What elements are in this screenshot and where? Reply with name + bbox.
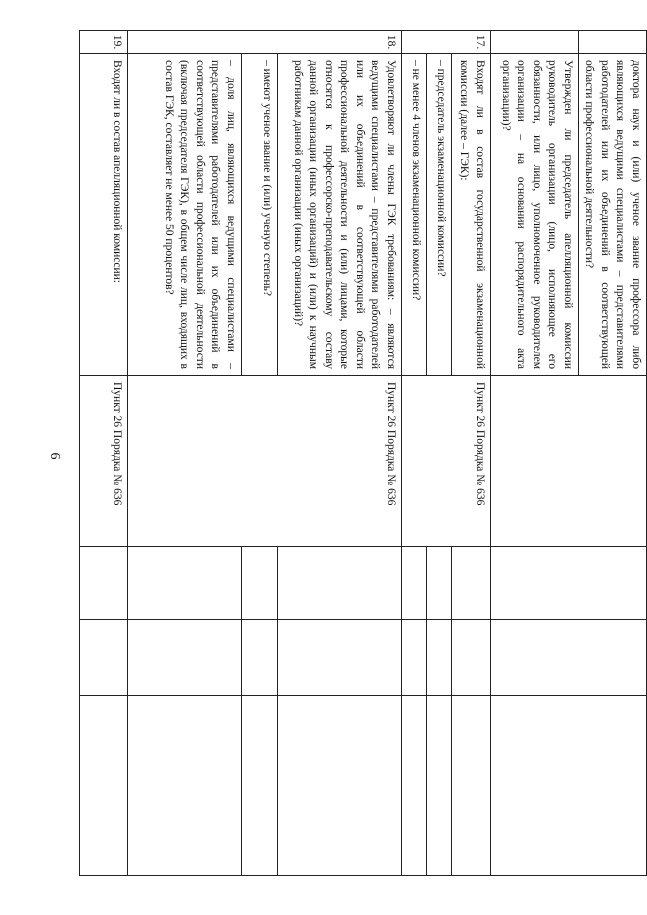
row-number: 19. — [80, 31, 128, 54]
row-number: 18. — [128, 31, 402, 54]
checklist-table — [79, 30, 647, 876]
row-number — [579, 31, 647, 54]
answer-cell — [128, 620, 242, 696]
question-text: Утвержден ли председатель апелляционной комиссии руководитель организации (лицо, исполняющее его обязанности, или лицо, уполномоченное руководителем организации – на основании распорядительного акта организации)? — [491, 54, 579, 376]
page-number: 6 — [47, 452, 62, 460]
answer-cell — [491, 547, 647, 620]
answer-cell — [278, 620, 402, 696]
answer-cell — [452, 620, 491, 696]
question-text: Входят ли в состав апелляционной комиссии: — [80, 54, 128, 376]
note-cell — [242, 696, 278, 876]
question-text: доктора наук и (или) ученое звание профессора либо являющихся ведущими специалистами – представителями работодателей или их объединений в соответствующей области профессиональной деятельности? — [579, 54, 647, 376]
answer-cell — [242, 620, 278, 696]
answer-cell — [427, 620, 452, 696]
answer-cell — [402, 547, 427, 620]
table-row — [278, 31, 402, 876]
note-cell — [402, 696, 427, 876]
reference-text — [491, 376, 647, 547]
answer-cell — [80, 547, 128, 620]
note-cell — [452, 696, 491, 876]
answer-cell — [128, 547, 242, 620]
answer-cell — [452, 547, 491, 620]
reference-text: Пункт 26 Порядка № 636 — [80, 376, 128, 547]
row-number — [491, 31, 579, 54]
reference-text: Пункт 26 Порядка № 636 — [128, 376, 402, 547]
rotated-page — [80, 30, 647, 875]
table-row — [452, 31, 491, 876]
answer-cell — [80, 620, 128, 696]
table-row — [80, 31, 128, 876]
note-cell — [80, 696, 128, 876]
note-cell — [427, 696, 452, 876]
answer-cell — [402, 620, 427, 696]
row-number: 17. — [402, 31, 491, 54]
answer-cell — [491, 620, 647, 696]
note-cell — [278, 696, 402, 876]
table-row — [579, 31, 647, 876]
answer-cell — [427, 547, 452, 620]
question-text: – доля лиц, являющихся ведущими специалистами – представителями работодателей или их объединений в соответствующей области профессиональной деятельности (включая председателя ГЭК), в общем числе лиц, входящих в состав ГЭК, составляет не менее 50 процентов? — [128, 54, 242, 376]
question-text: – председатель экзаменационной комиссии? — [427, 54, 452, 376]
answer-cell — [242, 547, 278, 620]
answer-cell — [278, 547, 402, 620]
note-cell — [128, 696, 242, 876]
reference-text: Пункт 26 Порядка № 636 — [402, 376, 491, 547]
question-text: – имеют ученое звание и (или) ученую степень? — [242, 54, 278, 376]
note-cell — [491, 696, 647, 876]
question-text: – не менее 4 членов экзаменационной комиссии? — [402, 54, 427, 376]
question-text: Входят ли в состав государственной экзаменационной комиссии (далее – ГЭК): — [452, 54, 491, 376]
question-text: Удовлетворяют ли члены ГЭК требованиям: – являются ведущими специалистами – представителями работодателей или их объединений в соответствующей области профессиональной деятельности и (или) лицами, которые относятся к профессорско-преподавательскому составу данной организации (иных организаций) и (или) к научным работникам данной организации (иных организаций)? — [278, 54, 402, 376]
